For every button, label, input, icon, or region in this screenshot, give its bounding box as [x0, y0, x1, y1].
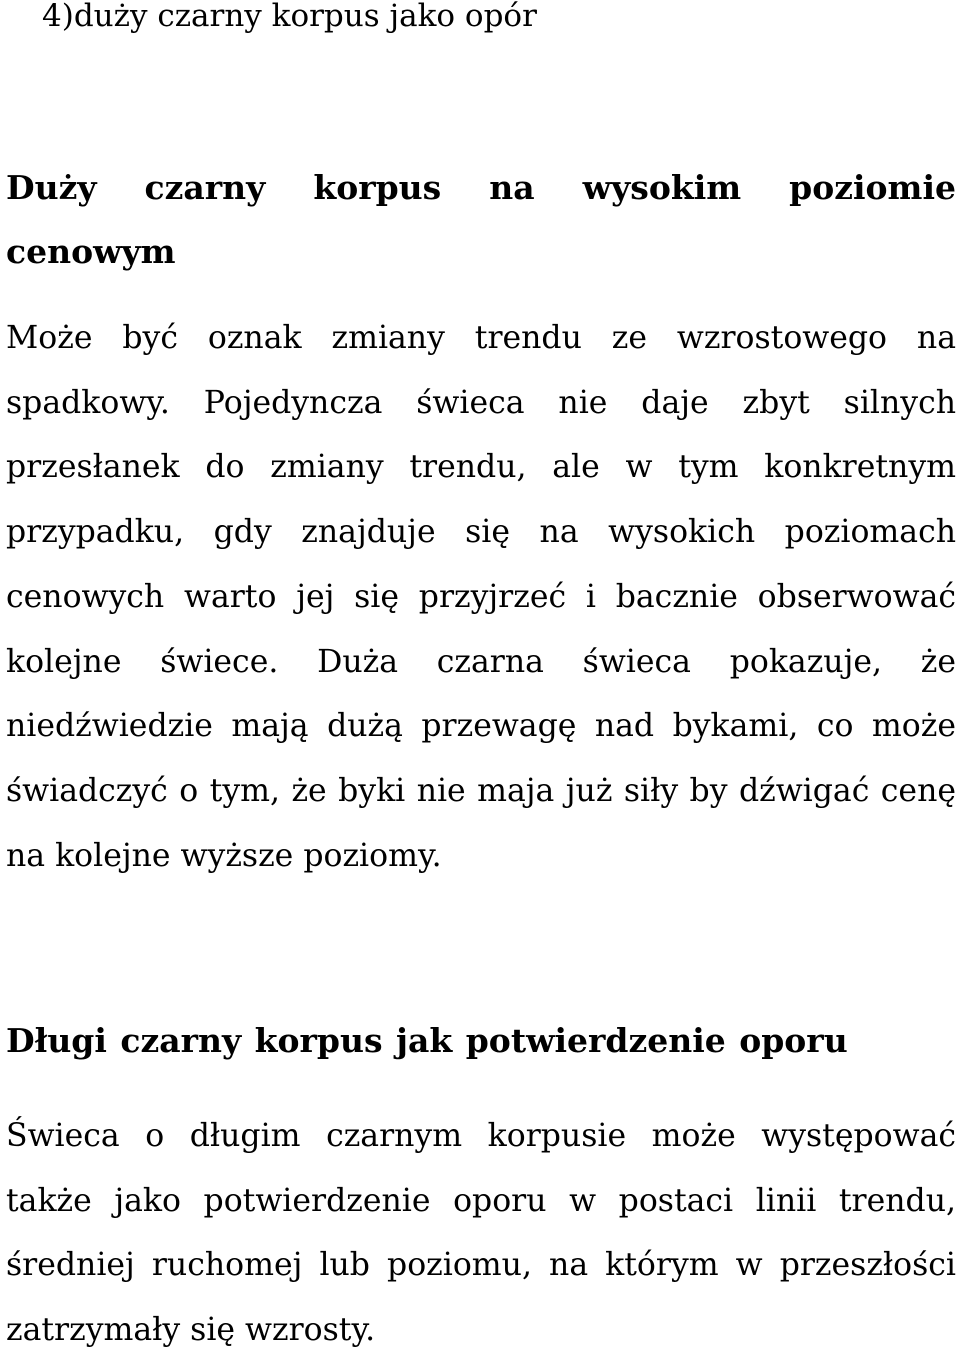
list-item-number: 4): [42, 0, 74, 34]
section-heading-large-black-body-high-price: Duży czarny korpus na wysokim poziomie cenowym: [6, 168, 956, 271]
list-item-4: [42, 0, 537, 38]
section-paragraph-large-black-body: Może być oznak zmiany trendu ze wzrostowego na spadkowy. Pojedyncza świeca nie daje zbyt silnych przesłanek do zmiany trendu, ale w tym konkretnym przypadku, gdy znajduje się na wysokich poziomach cenowych warto jej się przyjrzeć i bacznie obserwować kolejne świece. Duża czarna świeca pokazuje, że niedźwiedzie mają dużą przewagę nad bykami, co może świadczyć o tym, że byki nie maja już siły by dźwigać cenę na kolejne wyższe poziomy.: [6, 320, 956, 874]
section-paragraph-resistance-confirmation: Świeca o długim czarnym korpusie może występować także jako potwierdzenie oporu w postaci linii trendu, średniej ruchomej lub poziomu, na którym w przeszłości zatrzymały się wzrosty.: [6, 1118, 956, 1349]
section-heading-long-black-body-resistance: Długi czarny korpus jak potwierdzenie oporu: [6, 1021, 848, 1060]
list-item-text: duży czarny korpus jako opór: [73, 0, 537, 34]
